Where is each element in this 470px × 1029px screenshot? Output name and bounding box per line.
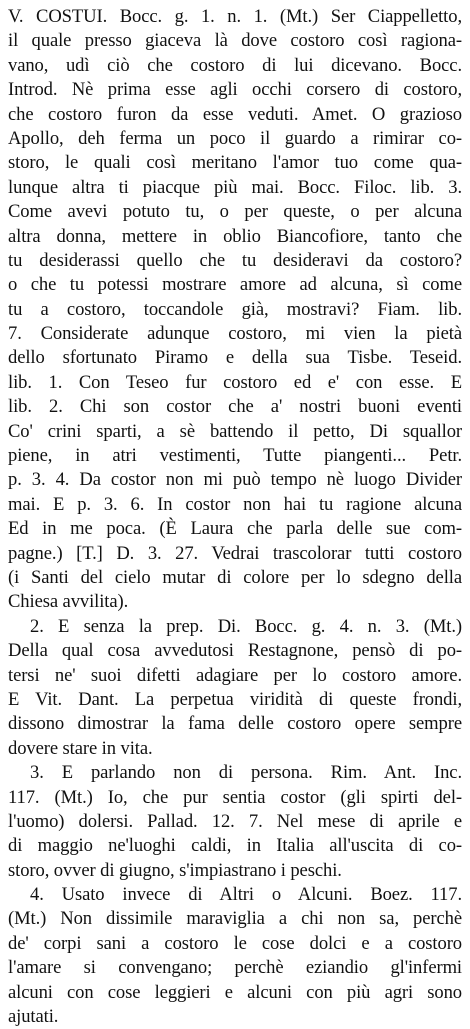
text-line-35: di maggio ne'luoghi caldi, in Italia all'uscita di co- <box>8 835 462 857</box>
text-line-2: il quale presso giaceva là dove costoro così ragiona- <box>8 30 462 52</box>
text-line-24: (i Santi del cielo mutar di colore per lo sdegno della <box>8 566 462 588</box>
text-line-41: alcuni con cose leggieri e alcuni con più agri sono <box>8 981 462 1003</box>
text-line-21: mai. E p. 3. 6. In costor non hai tu ragione alcuna <box>8 493 462 515</box>
text-line-11: tu desiderassi quello che tu desideravi da costoro? <box>8 249 462 271</box>
text-line-10: altra donna, mettere in oblio Biancofiore, tanto che <box>8 225 462 247</box>
text-line-25: Chiesa avvilita). <box>8 591 129 613</box>
text-line-29: E Vit. Dant. La perpetua viridità di queste frondi, <box>8 688 462 710</box>
text-line-18: Co' crini sparti, a sè battendo il petto, Di squallor <box>8 420 462 442</box>
text-line-7: storo, le quali così meritano l'amor tuo come qua- <box>8 152 462 174</box>
section-3-heading-line: 3. E parlando non di persona. Rim. Ant. Inc. <box>30 762 462 784</box>
text-line-13: tu a costoro, toccandole già, mostravi? Fiam. lib. <box>8 298 462 320</box>
section-4-heading-line: 4. Usato invece di Altri o Alcuni. Boez. 117. <box>30 884 462 906</box>
text-line-40: l'amare si convengano; perchè eziandio gl'infermi <box>8 957 462 979</box>
text-line-28: tersi ne' suoi difetti adagiare per lo costoro amore. <box>8 664 462 686</box>
section-2-heading-line: 2. E senza la prep. Di. Bocc. g. 4. n. 3. (Mt.) <box>30 615 462 637</box>
text-line-33: 117. (Mt.) Io, che pur sentia costor (gli spirti del- <box>8 786 462 808</box>
text-line-36: storo, ovver di giugno, s'impiastrano i peschi. <box>8 859 342 881</box>
text-line-38: (Mt.) Non dissimile maraviglia a chi non sa, perchè <box>8 908 462 930</box>
text-line-17: lib. 2. Chi son costor che a' nostri buoni eventi <box>8 396 462 418</box>
text-line-16: lib. 1. Con Teseo fur costoro ed e' con esse. E <box>8 371 462 393</box>
text-line-12: o che tu potessi mostrare amore ad alcuna, sì come <box>8 274 462 296</box>
text-line-19: piene, in atri vestimenti, Tutte piangenti... Petr. <box>8 445 462 467</box>
text-line-22: Ed in me poca. (È Laura che parla delle sue com- <box>8 518 462 540</box>
text-line-34: l'uomo) dolersi. Pallad. 12. 7. Nel mese di aprile e <box>8 810 462 832</box>
text-line-3: vano, udì ciò che costoro di lui dicevano. Bocc. <box>8 54 462 76</box>
text-line-4: Introd. Nè prima esse agli occhi corsero di costoro, <box>8 79 462 101</box>
text-line-14: 7. Considerate adunque costoro, mi vien la pietà <box>8 323 462 345</box>
text-line-15: dello sfortunato Piramo e della sua Tisbe. Teseid. <box>8 347 462 369</box>
text-line-27: Della qual cosa avvedutosi Restagnone, pensò di po- <box>8 640 462 662</box>
text-line-20: p. 3. 4. Da costor non mi può tempo nè luogo Divider <box>8 469 462 491</box>
text-line-31: dovere stare in vita. <box>8 737 153 759</box>
text-line-9: Come avevi potuto tu, o per queste, o per alcuna <box>8 201 462 223</box>
text-line-39: de' corpi sani a costoro le cose dolci e a costoro <box>8 932 462 954</box>
text-line-23: pagne.) [T.] D. 3. 27. Vedrai trascolorar tutti costoro <box>8 542 462 564</box>
text-line-6: Apollo, deh ferma un poco il guardo a rimirar co- <box>8 127 462 149</box>
text-line-5: che costoro furon da esse veduti. Amet. O grazioso <box>8 103 462 125</box>
text-line-1: V. COSTUI. Bocc. g. 1. n. 1. (Mt.) Ser Ciappelletto, <box>8 6 462 27</box>
text-line-30: dissono dimostrar la fama delle costoro opere sempre <box>8 713 462 735</box>
text-line-8: lunque altra ti piacque più mai. Bocc. Filoc. lib. 3. <box>8 176 462 198</box>
text-line-42: ajutati. <box>8 1006 59 1028</box>
